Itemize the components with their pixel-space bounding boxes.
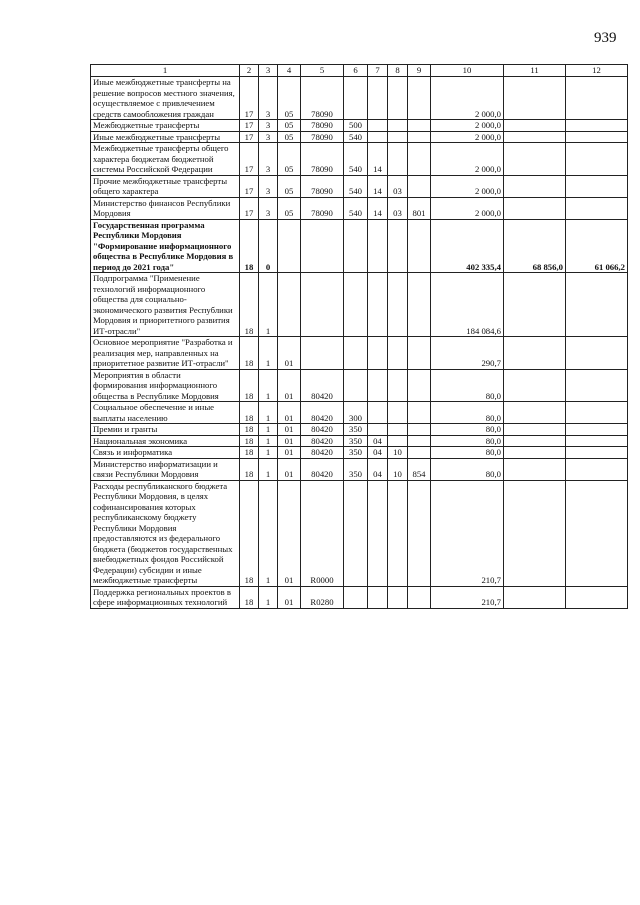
- code-3: 1: [259, 480, 278, 586]
- row-name: Прочие межбюджетные трансферты общего характера: [91, 175, 240, 197]
- table-body: [91, 77, 628, 609]
- code-3: 1: [259, 369, 278, 402]
- code-5: 78090: [301, 175, 344, 197]
- amount-11: [504, 424, 566, 436]
- amount-10: 210,7: [431, 586, 504, 608]
- code-5: 78090: [301, 120, 344, 132]
- row-name: Мероприятия в области формирования информационного общества в Республике Мордовия: [91, 369, 240, 402]
- code-4: 01: [278, 480, 301, 586]
- amount-12: [566, 143, 628, 176]
- code-8: [388, 273, 408, 337]
- table-row: [91, 143, 628, 176]
- amount-11: [504, 586, 566, 608]
- row-name: Премии и гранты: [91, 424, 240, 436]
- code-5: [301, 337, 344, 370]
- amount-10: 80,0: [431, 447, 504, 459]
- code-2: 18: [240, 273, 259, 337]
- row-name: Межбюджетные трансферты: [91, 120, 240, 132]
- code-7: 14: [368, 143, 388, 176]
- code-9: [408, 131, 431, 143]
- code-7: [368, 480, 388, 586]
- code-8: [388, 369, 408, 402]
- amount-11: [504, 447, 566, 459]
- code-4: 01: [278, 586, 301, 608]
- col-header: 11: [504, 65, 566, 77]
- amount-12: [566, 337, 628, 370]
- table-row: [91, 219, 628, 273]
- code-2: 17: [240, 175, 259, 197]
- row-name: Министерство информатизации и связи Республики Мордовия: [91, 458, 240, 480]
- code-8: [388, 435, 408, 447]
- code-7: [368, 219, 388, 273]
- table-row: [91, 369, 628, 402]
- code-9: [408, 120, 431, 132]
- code-6: [344, 273, 368, 337]
- code-4: 05: [278, 131, 301, 143]
- code-8: [388, 120, 408, 132]
- col-header: 8: [388, 65, 408, 77]
- code-8: [388, 219, 408, 273]
- amount-11: [504, 273, 566, 337]
- col-header: 2: [240, 65, 259, 77]
- code-2: 17: [240, 197, 259, 219]
- amount-12: [566, 120, 628, 132]
- code-6: 540: [344, 143, 368, 176]
- code-2: 17: [240, 120, 259, 132]
- col-header: 9: [408, 65, 431, 77]
- code-2: 18: [240, 458, 259, 480]
- code-7: [368, 369, 388, 402]
- amount-11: [504, 120, 566, 132]
- code-6: [344, 369, 368, 402]
- amount-10: 80,0: [431, 369, 504, 402]
- col-header: 1: [91, 65, 240, 77]
- code-9: [408, 219, 431, 273]
- code-5: R0000: [301, 480, 344, 586]
- amount-12: [566, 273, 628, 337]
- code-7: 14: [368, 197, 388, 219]
- col-header: 10: [431, 65, 504, 77]
- code-6: 300: [344, 402, 368, 424]
- code-7: [368, 586, 388, 608]
- table-row: [91, 435, 628, 447]
- code-8: [388, 402, 408, 424]
- amount-10: 2 000,0: [431, 131, 504, 143]
- code-5: [301, 219, 344, 273]
- code-5: 78090: [301, 77, 344, 120]
- code-9: [408, 273, 431, 337]
- code-4: 01: [278, 337, 301, 370]
- row-name: Межбюджетные трансферты общего характера бюджетам бюджетной системы Российской Федерации: [91, 143, 240, 176]
- code-3: 3: [259, 143, 278, 176]
- code-2: 17: [240, 143, 259, 176]
- col-header: 5: [301, 65, 344, 77]
- code-6: 540: [344, 175, 368, 197]
- amount-12: [566, 77, 628, 120]
- amount-12: [566, 435, 628, 447]
- code-6: [344, 219, 368, 273]
- code-7: 04: [368, 447, 388, 459]
- code-5: 80420: [301, 447, 344, 459]
- amount-10: 2 000,0: [431, 77, 504, 120]
- row-name: Национальная экономика: [91, 435, 240, 447]
- code-5: 78090: [301, 131, 344, 143]
- header-row: [91, 65, 628, 77]
- amount-10: 2 000,0: [431, 143, 504, 176]
- table-row: [91, 120, 628, 132]
- code-9: 801: [408, 197, 431, 219]
- code-9: [408, 369, 431, 402]
- amount-11: [504, 480, 566, 586]
- amount-11: [504, 369, 566, 402]
- code-9: [408, 175, 431, 197]
- code-7: [368, 273, 388, 337]
- code-8: [388, 586, 408, 608]
- code-4: 05: [278, 175, 301, 197]
- code-7: [368, 131, 388, 143]
- code-6: 350: [344, 447, 368, 459]
- amount-11: [504, 402, 566, 424]
- table-row: [91, 273, 628, 337]
- code-9: [408, 77, 431, 120]
- code-4: 05: [278, 143, 301, 176]
- code-4: 01: [278, 369, 301, 402]
- budget-table: [90, 64, 628, 609]
- code-6: [344, 480, 368, 586]
- amount-11: [504, 458, 566, 480]
- amount-10: 80,0: [431, 458, 504, 480]
- code-8: 10: [388, 447, 408, 459]
- code-5: 80420: [301, 402, 344, 424]
- code-6: 540: [344, 197, 368, 219]
- code-3: 3: [259, 120, 278, 132]
- code-9: [408, 480, 431, 586]
- code-9: 854: [408, 458, 431, 480]
- amount-11: [504, 77, 566, 120]
- code-9: [408, 143, 431, 176]
- code-9: [408, 586, 431, 608]
- code-3: 1: [259, 586, 278, 608]
- code-6: 540: [344, 131, 368, 143]
- code-5: 78090: [301, 197, 344, 219]
- code-8: [388, 337, 408, 370]
- amount-12: [566, 197, 628, 219]
- table-row: [91, 480, 628, 586]
- amount-10: 402 335,4: [431, 219, 504, 273]
- amount-12: [566, 586, 628, 608]
- col-header: 7: [368, 65, 388, 77]
- row-name: Социальное обеспечение и иные выплаты населению: [91, 402, 240, 424]
- amount-12: [566, 402, 628, 424]
- code-5: 80420: [301, 435, 344, 447]
- amount-12: [566, 175, 628, 197]
- code-4: 05: [278, 120, 301, 132]
- code-2: 18: [240, 402, 259, 424]
- code-2: 18: [240, 369, 259, 402]
- table-row: [91, 458, 628, 480]
- code-5: R0280: [301, 586, 344, 608]
- amount-10: 2 000,0: [431, 120, 504, 132]
- code-5: 80420: [301, 458, 344, 480]
- table-row: [91, 447, 628, 459]
- amount-11: [504, 131, 566, 143]
- code-2: 18: [240, 447, 259, 459]
- amount-11: [504, 435, 566, 447]
- amount-10: 210,7: [431, 480, 504, 586]
- row-name: Подпрограмма "Применение технологий информационного общества для социально-экономического развития Республики Мордовия и приоритетного развития ИТ-отрасли": [91, 273, 240, 337]
- table-row: [91, 586, 628, 608]
- code-8: [388, 424, 408, 436]
- amount-11: [504, 337, 566, 370]
- table-row: [91, 175, 628, 197]
- code-3: 1: [259, 458, 278, 480]
- code-8: 03: [388, 197, 408, 219]
- code-4: 01: [278, 424, 301, 436]
- amount-12: 61 066,2: [566, 219, 628, 273]
- code-8: [388, 77, 408, 120]
- row-name: Расходы республиканского бюджета Республики Мордовия, в целях софинансирования которых республиканскому бюджету Республики Мордовия предоставляются из федерального бюджета (бюджетов государственных внебюджетных фондов Российской Федерации) субсидии и иные межбюджетные трансферты: [91, 480, 240, 586]
- code-4: 05: [278, 197, 301, 219]
- code-7: 04: [368, 458, 388, 480]
- amount-10: 184 084,6: [431, 273, 504, 337]
- amount-10: 290,7: [431, 337, 504, 370]
- row-name: Связь и информатика: [91, 447, 240, 459]
- row-name: Поддержка региональных проектов в сфере информационных технологий: [91, 586, 240, 608]
- code-6: 350: [344, 424, 368, 436]
- code-3: 3: [259, 77, 278, 120]
- amount-12: [566, 369, 628, 402]
- code-3: 0: [259, 219, 278, 273]
- code-8: [388, 131, 408, 143]
- amount-10: 2 000,0: [431, 197, 504, 219]
- code-2: 17: [240, 77, 259, 120]
- table-row: [91, 337, 628, 370]
- code-3: 1: [259, 337, 278, 370]
- amount-12: [566, 458, 628, 480]
- amount-10: 80,0: [431, 435, 504, 447]
- code-3: 1: [259, 447, 278, 459]
- code-4: 01: [278, 435, 301, 447]
- code-3: 3: [259, 175, 278, 197]
- code-8: [388, 480, 408, 586]
- code-6: [344, 77, 368, 120]
- code-3: 1: [259, 273, 278, 337]
- code-2: 18: [240, 219, 259, 273]
- code-6: [344, 586, 368, 608]
- table-row: [91, 77, 628, 120]
- code-4: [278, 273, 301, 337]
- code-8: [388, 143, 408, 176]
- code-9: [408, 424, 431, 436]
- code-7: 14: [368, 175, 388, 197]
- col-header: 12: [566, 65, 628, 77]
- code-2: 18: [240, 586, 259, 608]
- table-row: [91, 402, 628, 424]
- col-header: 6: [344, 65, 368, 77]
- code-7: 04: [368, 435, 388, 447]
- code-3: 3: [259, 131, 278, 143]
- code-2: 18: [240, 435, 259, 447]
- code-6: 500: [344, 120, 368, 132]
- code-2: 18: [240, 480, 259, 586]
- amount-12: [566, 447, 628, 459]
- code-6: 350: [344, 435, 368, 447]
- code-6: [344, 337, 368, 370]
- row-name: Основное мероприятие "Разработка и реализация мер, направленных на приоритетное развитие ИТ-отрасли": [91, 337, 240, 370]
- col-header: 4: [278, 65, 301, 77]
- code-9: [408, 435, 431, 447]
- row-name: Государственная программа Республики Мордовия "Формирование информационного общества в Республике Мордовия в период до 2021 года": [91, 219, 240, 273]
- code-3: 3: [259, 197, 278, 219]
- code-6: 350: [344, 458, 368, 480]
- code-3: 1: [259, 424, 278, 436]
- amount-12: [566, 424, 628, 436]
- code-8: 10: [388, 458, 408, 480]
- table-row: [91, 197, 628, 219]
- code-2: 17: [240, 131, 259, 143]
- code-5: 80420: [301, 424, 344, 436]
- row-name: Министерство финансов Республики Мордовия: [91, 197, 240, 219]
- amount-12: [566, 131, 628, 143]
- code-8: 03: [388, 175, 408, 197]
- table-row: [91, 424, 628, 436]
- row-name: Иные межбюджетные трансферты на решение вопросов местного значения, осуществляемое с привлечением средств самообложения граждан: [91, 77, 240, 120]
- code-9: [408, 402, 431, 424]
- code-3: 1: [259, 402, 278, 424]
- code-7: [368, 337, 388, 370]
- table-row: [91, 131, 628, 143]
- code-5: [301, 273, 344, 337]
- amount-11: [504, 143, 566, 176]
- page-number: 939: [594, 30, 617, 46]
- row-name: Иные межбюджетные трансферты: [91, 131, 240, 143]
- code-9: [408, 337, 431, 370]
- amount-10: 80,0: [431, 424, 504, 436]
- code-3: 1: [259, 435, 278, 447]
- code-4: 01: [278, 458, 301, 480]
- amount-10: 2 000,0: [431, 175, 504, 197]
- code-2: 18: [240, 424, 259, 436]
- code-5: 80420: [301, 369, 344, 402]
- amount-11: 68 856,0: [504, 219, 566, 273]
- code-7: [368, 402, 388, 424]
- amount-11: [504, 175, 566, 197]
- col-header: 3: [259, 65, 278, 77]
- code-4: 01: [278, 447, 301, 459]
- code-9: [408, 447, 431, 459]
- code-4: [278, 219, 301, 273]
- code-2: 18: [240, 337, 259, 370]
- code-4: 05: [278, 77, 301, 120]
- amount-10: 80,0: [431, 402, 504, 424]
- code-5: 78090: [301, 143, 344, 176]
- code-7: [368, 77, 388, 120]
- code-7: [368, 424, 388, 436]
- amount-12: [566, 480, 628, 586]
- code-4: 01: [278, 402, 301, 424]
- amount-11: [504, 197, 566, 219]
- code-7: [368, 120, 388, 132]
